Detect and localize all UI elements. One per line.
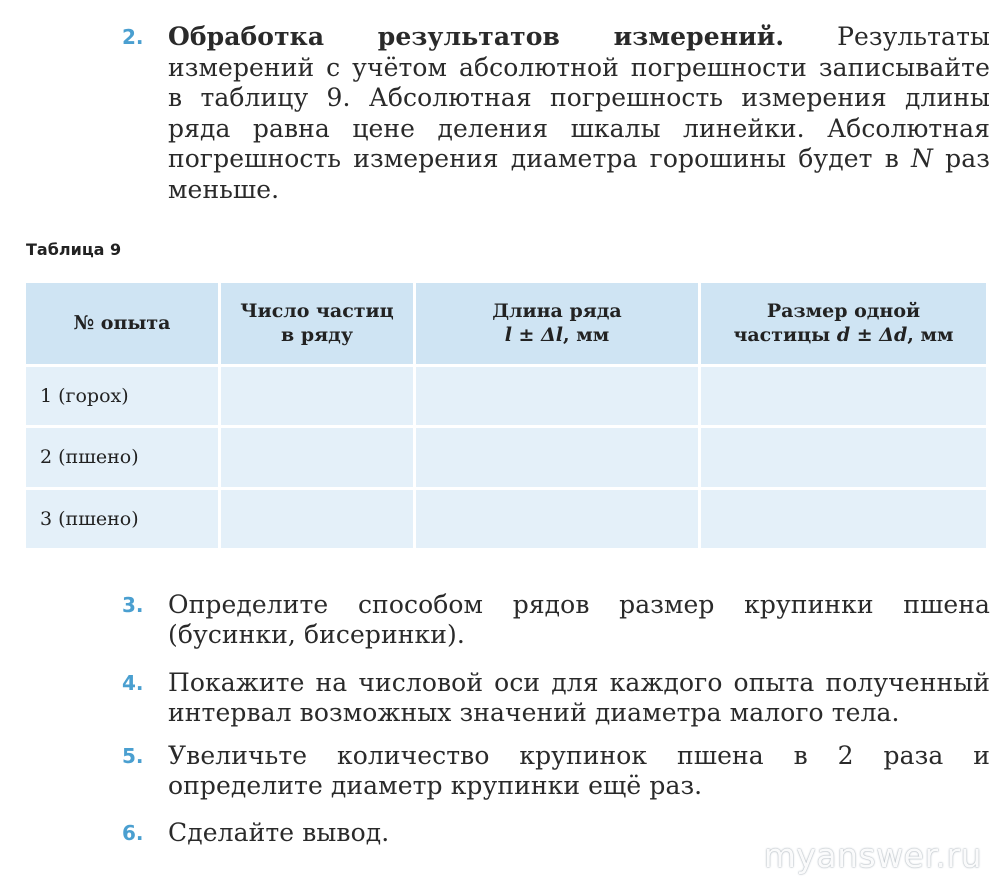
- header-particle-size: Размер одной частицы d ± Δd, мм: [701, 283, 986, 367]
- header-experiment-number: № опыта: [26, 283, 221, 367]
- table-row: [26, 428, 986, 489]
- header-row-length: Длина ряда l ± Δl, мм: [416, 283, 701, 367]
- step-number: 4.: [122, 671, 144, 695]
- variable-n: N: [911, 144, 934, 173]
- step-body-end: раз меньше.: [168, 144, 991, 204]
- cell-size: [701, 428, 986, 489]
- cell-length: [416, 428, 701, 489]
- results-table: [26, 283, 986, 548]
- cell-size: [701, 490, 986, 548]
- step-number: 2.: [122, 25, 144, 49]
- step-text: Определите способом рядов размер крупинки пшена (бусинки, бисеринки).: [168, 590, 990, 649]
- cell-length: [416, 367, 701, 428]
- step-text: Покажите на числовой оси для каждого опыта полученный интервал возможных значений диаметра малого тела.: [168, 668, 990, 727]
- step-body: Результаты измерений с учётом абсолютной погрешности записывайте в таблицу 9. Абсолютная погрешность измерения длины ряда равна цене деления шкалы линейки. Абсолютная погрешность измерения диаметра горошины будет в: [168, 22, 990, 173]
- header-particle-count: Число частиц в ряду: [221, 283, 416, 367]
- row-label: 1 (горох): [26, 367, 221, 428]
- cell-count: [221, 367, 416, 428]
- step-text: Сделайте вывод.: [168, 818, 390, 847]
- cell-length: [416, 490, 701, 548]
- cell-size: [701, 367, 986, 428]
- cell-count: [221, 490, 416, 548]
- step-5: [122, 741, 990, 801]
- table-caption: Таблица 9: [26, 240, 122, 259]
- row-label: 3 (пшено): [26, 490, 221, 548]
- step-number: 3.: [122, 593, 144, 617]
- step-number: 5.: [122, 744, 144, 768]
- step-4: [122, 668, 990, 728]
- table-row: [26, 367, 986, 428]
- cell-count: [221, 428, 416, 489]
- row-label: 2 (пшено): [26, 428, 221, 489]
- step-text: Увеличьте количество крупинок пшена в 2 раза и определите диаметр крупинки ещё раз.: [168, 741, 990, 800]
- table-header-row: [26, 283, 986, 367]
- step-number: 6.: [122, 821, 144, 845]
- step-3: [122, 590, 990, 650]
- step-title: Обработка результатов измерений.: [168, 22, 785, 51]
- watermark: myanswer.ru: [763, 836, 982, 875]
- table-row: [26, 490, 986, 548]
- step-text: [168, 22, 990, 205]
- step-2: [122, 22, 990, 205]
